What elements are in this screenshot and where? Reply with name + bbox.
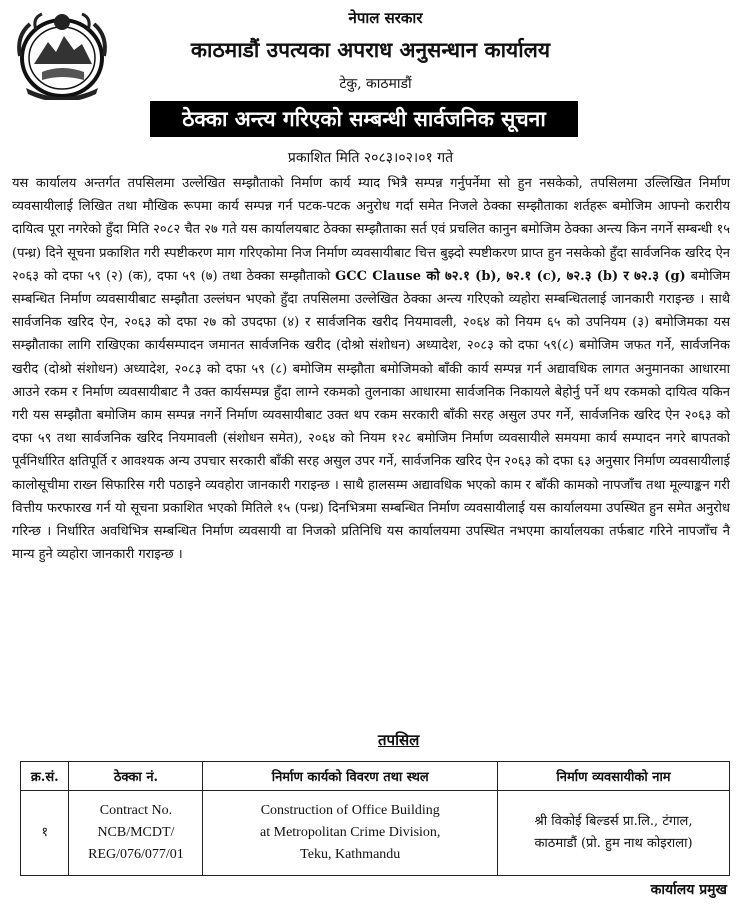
table-header-row: [21, 762, 730, 791]
gcc-clause-reference: GCC Clause को ७२.१ (b), ७२.१ (c), ७२.३ (b) र ७२.३ (g): [335, 268, 686, 284]
description-line: Teku, Kathmandu: [300, 847, 401, 862]
notice-body: [12, 172, 730, 566]
published-date: प्रकाशित मिति २०८३।०२।०१ गते: [287, 150, 454, 166]
table-row: [21, 791, 730, 876]
description-line: Construction of Office Building: [260, 803, 440, 818]
column-header-contract: ठेक्का नं.: [69, 762, 203, 791]
description-line: at Metropolitan Crime Division,: [260, 825, 441, 840]
contract-line: NCB/MCDT/: [97, 825, 175, 840]
contract-line: Contract No.: [99, 803, 173, 818]
cell-contractor: [498, 791, 730, 876]
schedule-heading: तपसिल: [378, 731, 420, 749]
contractor-line: श्री विकोई बिल्डर्स प्रा.लि., टंगाल,: [534, 814, 693, 829]
contractor-line: काठमाडौं (प्रो. हुम नाथ कोइराला): [534, 836, 693, 851]
cell-contract: [69, 791, 203, 876]
contract-line: REG/076/077/01: [88, 847, 184, 862]
notice-title: ठेक्का अन्त्य गरिएको सम्बन्धी सार्वजनिक सूचना: [150, 101, 578, 137]
notice-body-part-1: यस कार्यालय अन्तर्गत तपसिलमा उल्लेखित सम्झौताको निर्माण कार्य म्याद भित्रै सम्पन्न गर्नुपर्नेमा सो हुन नसकेको, तपसिलमा उल्लिखित निर्माण व्यवसायीलाई लिखित तथा मौखिक रूपमा कार्य सम्पन्न गर्न पटक-पटक अनुरोध गर्दा समेत निजले ठेक्का सम्झौताका शर्तहरू बमोजिम आफ्नो करारीय दायित्व पूरा नगरेको हुँदा मिति २०८२ चैत २७ गते यस कार्यालयबाट ठेक्का सम्झौताका सर्त एवं प्रचलित कानुन बमोजिम ठेक्का अन्त्य किन नगर्ने सम्बन्धी १५ (पन्ध्र) दिने सूचना प्रकाशित गरी स्पष्टीकरण माग गरिएकोमा निज निर्माण व्यवसायीबाट चित्त बुझ्दो स्पष्टीकरण प्राप्त हुन नसकेको हुँदा सार्वजनिक खरिद ऐन २०६३ को दफा ५९ (२) (क), दफा ५९ (७) तथा ठेक्का सम्झौताको: [12, 176, 730, 284]
signature-designation: कार्यालय प्रमुख: [650, 882, 727, 898]
column-header-sn: क्र.सं.: [21, 762, 69, 791]
office-name: काठमाडौं उपत्यका अपराध अनुसन्धान कार्यालय: [190, 37, 551, 62]
schedule-table: [20, 761, 730, 876]
government-name: नेपाल सरकार: [348, 9, 423, 27]
office-location: टेकु, काठमाडौं: [339, 76, 412, 92]
cell-description: [203, 791, 498, 876]
notice-body-part-2: बमोजिम सम्बन्धित निर्माण व्यवसायीबाट सम्झौता उल्लंघन भएको हुँदा तपसिलमा उल्लेखित ठेक्का अन्त्य गरिएको व्यहोरा सम्बन्धितलाई जानकारी गराइन्छ । साथै सार्वजनिक खरिद ऐन, २०६३ को दफा २७ को उपदफा (४) र सार्वजनिक खरीद नियमावली, २०६४ को नियम ६५ को उपनियम (३) बमोजिमका यस सम्झौताका लागि राखिएका कार्यसम्पादन जमानत सार्वजनिक खरीद (दोश्रो संशोधन) अध्यादेश, २०८३ को दफा ५९(८) बमोजिम जफत गर्ने, सार्वजनिक खरीद (दोश्रो संशोधन) अध्यादेश, २०८३ को दफा ५९ (८) बमोजिम सम्झौता बमोजिमको बाँकी कार्य सम्पन्न गर्न अद्यावधिक लागत अनुमानका आधारमा आउने रकम र निर्माण व्यवसायीबाट नै उक्त कार्यसम्पन्न हुँदा लाग्ने रकमको तुलनाका आधारमा सार्वजनिक निकायले बेहोर्नु पर्ने थप रकमको दायित्व यकिन गरी यस सम्झौता बमोजिम काम सम्पन्न नगर्ने निर्माण व्यवसायीबाट उक्त थप रकम सरकारी बाँकी सरह असुल उपर गर्ने, सार्वजनिक खरिद ऐन २०६३ को दफा ५९ तथा सार्वजनिक खरिद नियमावली (संशोधन समेत), २०६४ को नियम १२८ बमोजिम निर्माण व्यवसायीले समयमा कार्य सम्पादन नगरे बापतको पूर्वनिर्धारित क्षतिपूर्ति र आवश्यक अन्य उपचार सरकारी बाँकी सरह असुल उपर गर्ने, सार्वजनिक खरिद ऐन २०६३ को दफा ६३ अनुसार निर्माण व्यवसायीलाई कालोसूचीमा राख्न सिफारिस गरी पठाइने व्यवहोरा जानकारी गराइन्छ । साथै हालसम्म अद्यावधिक भएको काम र बाँकी कामको नापजाँच तथा मूल्याङ्कन गरी वित्तीय फरफारख गर्न यो सूचना प्रकाशित भएको मितिले १५ (पन्ध्र) दिनभित्रमा सम्बन्धित निर्माण व्यवसायीलाई यस कार्यालयमा उपस्थित हुन समेत अनुरोध गरिन्छ । निर्धारित अवधिभित्र सम्बन्धित निर्माण व्यवसायी वा निजको प्रतिनिधि यस कार्यालयमा उपस्थित नभएमा कार्यालयका तर्फबाट गरिने नापजाँच नै मान्य हुने व्यहोरा जानकारी गराइन्छ ।: [12, 268, 730, 563]
column-header-contractor: निर्माण व्यवसायीको नाम: [498, 762, 730, 791]
cell-sn: १: [21, 791, 69, 876]
column-header-description: निर्माण कार्यको विवरण तथा स्थल: [203, 762, 498, 791]
